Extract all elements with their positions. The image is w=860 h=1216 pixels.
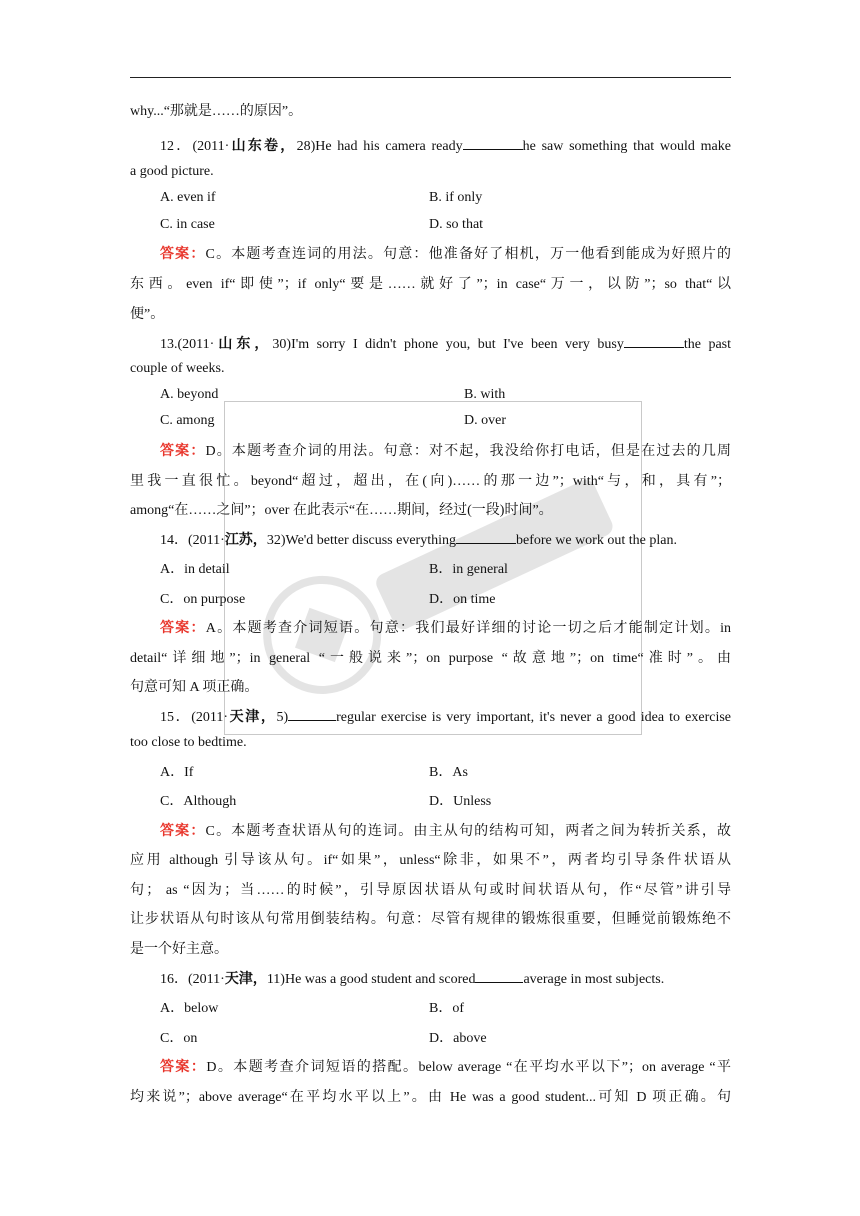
q13-stem: 13.(2011·山东，30)I'm sorry I didn't phone you, but I've been very busy the past bbox=[160, 333, 731, 353]
q12-answer-line: 便”。 bbox=[130, 307, 165, 322]
q15-option-b: B．As bbox=[429, 765, 468, 780]
q14-stem: 14．(2011·江苏，32)We'd better discuss everything before we work out the plan. bbox=[160, 529, 677, 549]
q15-answer-line: 让步状语从句时该从句常用倒装结构。句意：尽管有规律的锻炼很重要，但睡觉前锻炼绝不 bbox=[130, 912, 731, 927]
answer-blank bbox=[288, 707, 336, 721]
q13-answer-line: 里我一直很忙。beyond“超过，超出，在(向)……的那一边”；with“与，和，具有”； bbox=[130, 474, 731, 489]
q15-answer-line: 应用 although 引导该从句。if“如果”，unless“除非，如果不”，两者均引导条件状语从 bbox=[130, 853, 731, 868]
q15-answer-line: 句； as “因为；当……的时候”，引导原因状语从句或时间状语从句，作“尽管”讲引导 bbox=[130, 883, 731, 898]
q12-answer-line: 答案：C。本题考查连词的用法。句意：他准备好了相机，万一他看到能成为好照片的 bbox=[160, 247, 731, 262]
carryover-line: why...“那就是……的原因”。 bbox=[130, 104, 303, 119]
q12-option-a: A. even if bbox=[160, 190, 216, 205]
q12-option-d: D. so that bbox=[429, 217, 484, 232]
q14-option-a: A．in detail bbox=[160, 562, 230, 577]
q16-option-d: D．above bbox=[429, 1031, 487, 1046]
q13-answer-line: 答案：D。本题考查介词的用法。句意：对不起，我没给你打电话，但是在过去的几周 bbox=[160, 444, 732, 459]
q16-stem: 16．(2011·天津，11)He was a good student and scored average in most subjects. bbox=[160, 968, 664, 988]
q12-answer-line: 东西。even if“即使”；if only“要是……就好了”；in case“万一，以防”；so that“以 bbox=[130, 277, 731, 292]
q13-answer-line: among“在……之间”；over 在此表示“在……期间，经过(一段)时间”。 bbox=[130, 503, 553, 518]
q16-option-c: C．on bbox=[160, 1031, 198, 1046]
answer-blank bbox=[463, 136, 523, 150]
q14-answer-line: 答案：A。本题考查介词短语。句意：我们最好详细的讨论一切之后才能制定计划。in bbox=[160, 621, 732, 636]
q15-answer-line: 是一个好主意。 bbox=[130, 942, 228, 957]
q13-stem-cont: couple of weeks. bbox=[130, 361, 225, 376]
q16-option-b: B．of bbox=[429, 1001, 464, 1016]
answer-blank bbox=[456, 530, 516, 544]
q15-option-c: C．Although bbox=[160, 794, 237, 809]
q16-answer-line: 均来说”；above average“在平均水平以上”。由 He was a good student...可知 D 项正确。句 bbox=[130, 1090, 731, 1105]
header-rule bbox=[130, 77, 731, 78]
q15-stem-cont: too close to bedtime. bbox=[130, 735, 247, 750]
q12-option-c: C. in case bbox=[160, 217, 215, 232]
q16-answer-line: 答案：D。本题考查介词短语的搭配。below average “在平均水平以下”；on average “平 bbox=[160, 1060, 732, 1075]
q16-option-a: A．below bbox=[160, 1001, 219, 1016]
q14-answer-line: 句意可知 A 项正确。 bbox=[130, 680, 259, 695]
q12-stem-cont: a good picture. bbox=[130, 164, 214, 179]
q13-option-c: C. among bbox=[160, 413, 215, 428]
q14-answer-line: detail“详细地”；in general “一般说来”；on purpose “故意地”；on time“准时”。由 bbox=[130, 651, 731, 666]
q15-answer-line: 答案：C。本题考查状语从句的连词。由主从句的结构可知，两者之间为转折关系，故 bbox=[160, 824, 731, 839]
q13-option-b: B. with bbox=[464, 387, 506, 402]
answer-blank bbox=[475, 969, 523, 983]
q14-option-c: C．on purpose bbox=[160, 592, 246, 607]
q15-stem: 15．(2011·天津，5) regular exercise is very important, it's never a good idea to exercise bbox=[160, 706, 731, 726]
answer-blank bbox=[624, 334, 684, 348]
q15-option-d: D．Unless bbox=[429, 794, 492, 809]
q12-option-b: B. if only bbox=[429, 190, 483, 205]
q13-option-d: D. over bbox=[464, 413, 506, 428]
q15-option-a: A．If bbox=[160, 765, 194, 780]
q14-option-b: B．in general bbox=[429, 562, 508, 577]
q12-stem: 12．(2011·山东卷，28)He had his camera ready he saw something that would make bbox=[160, 135, 731, 155]
q13-option-a: A. beyond bbox=[160, 387, 219, 402]
q14-option-d: D．on time bbox=[429, 592, 496, 607]
